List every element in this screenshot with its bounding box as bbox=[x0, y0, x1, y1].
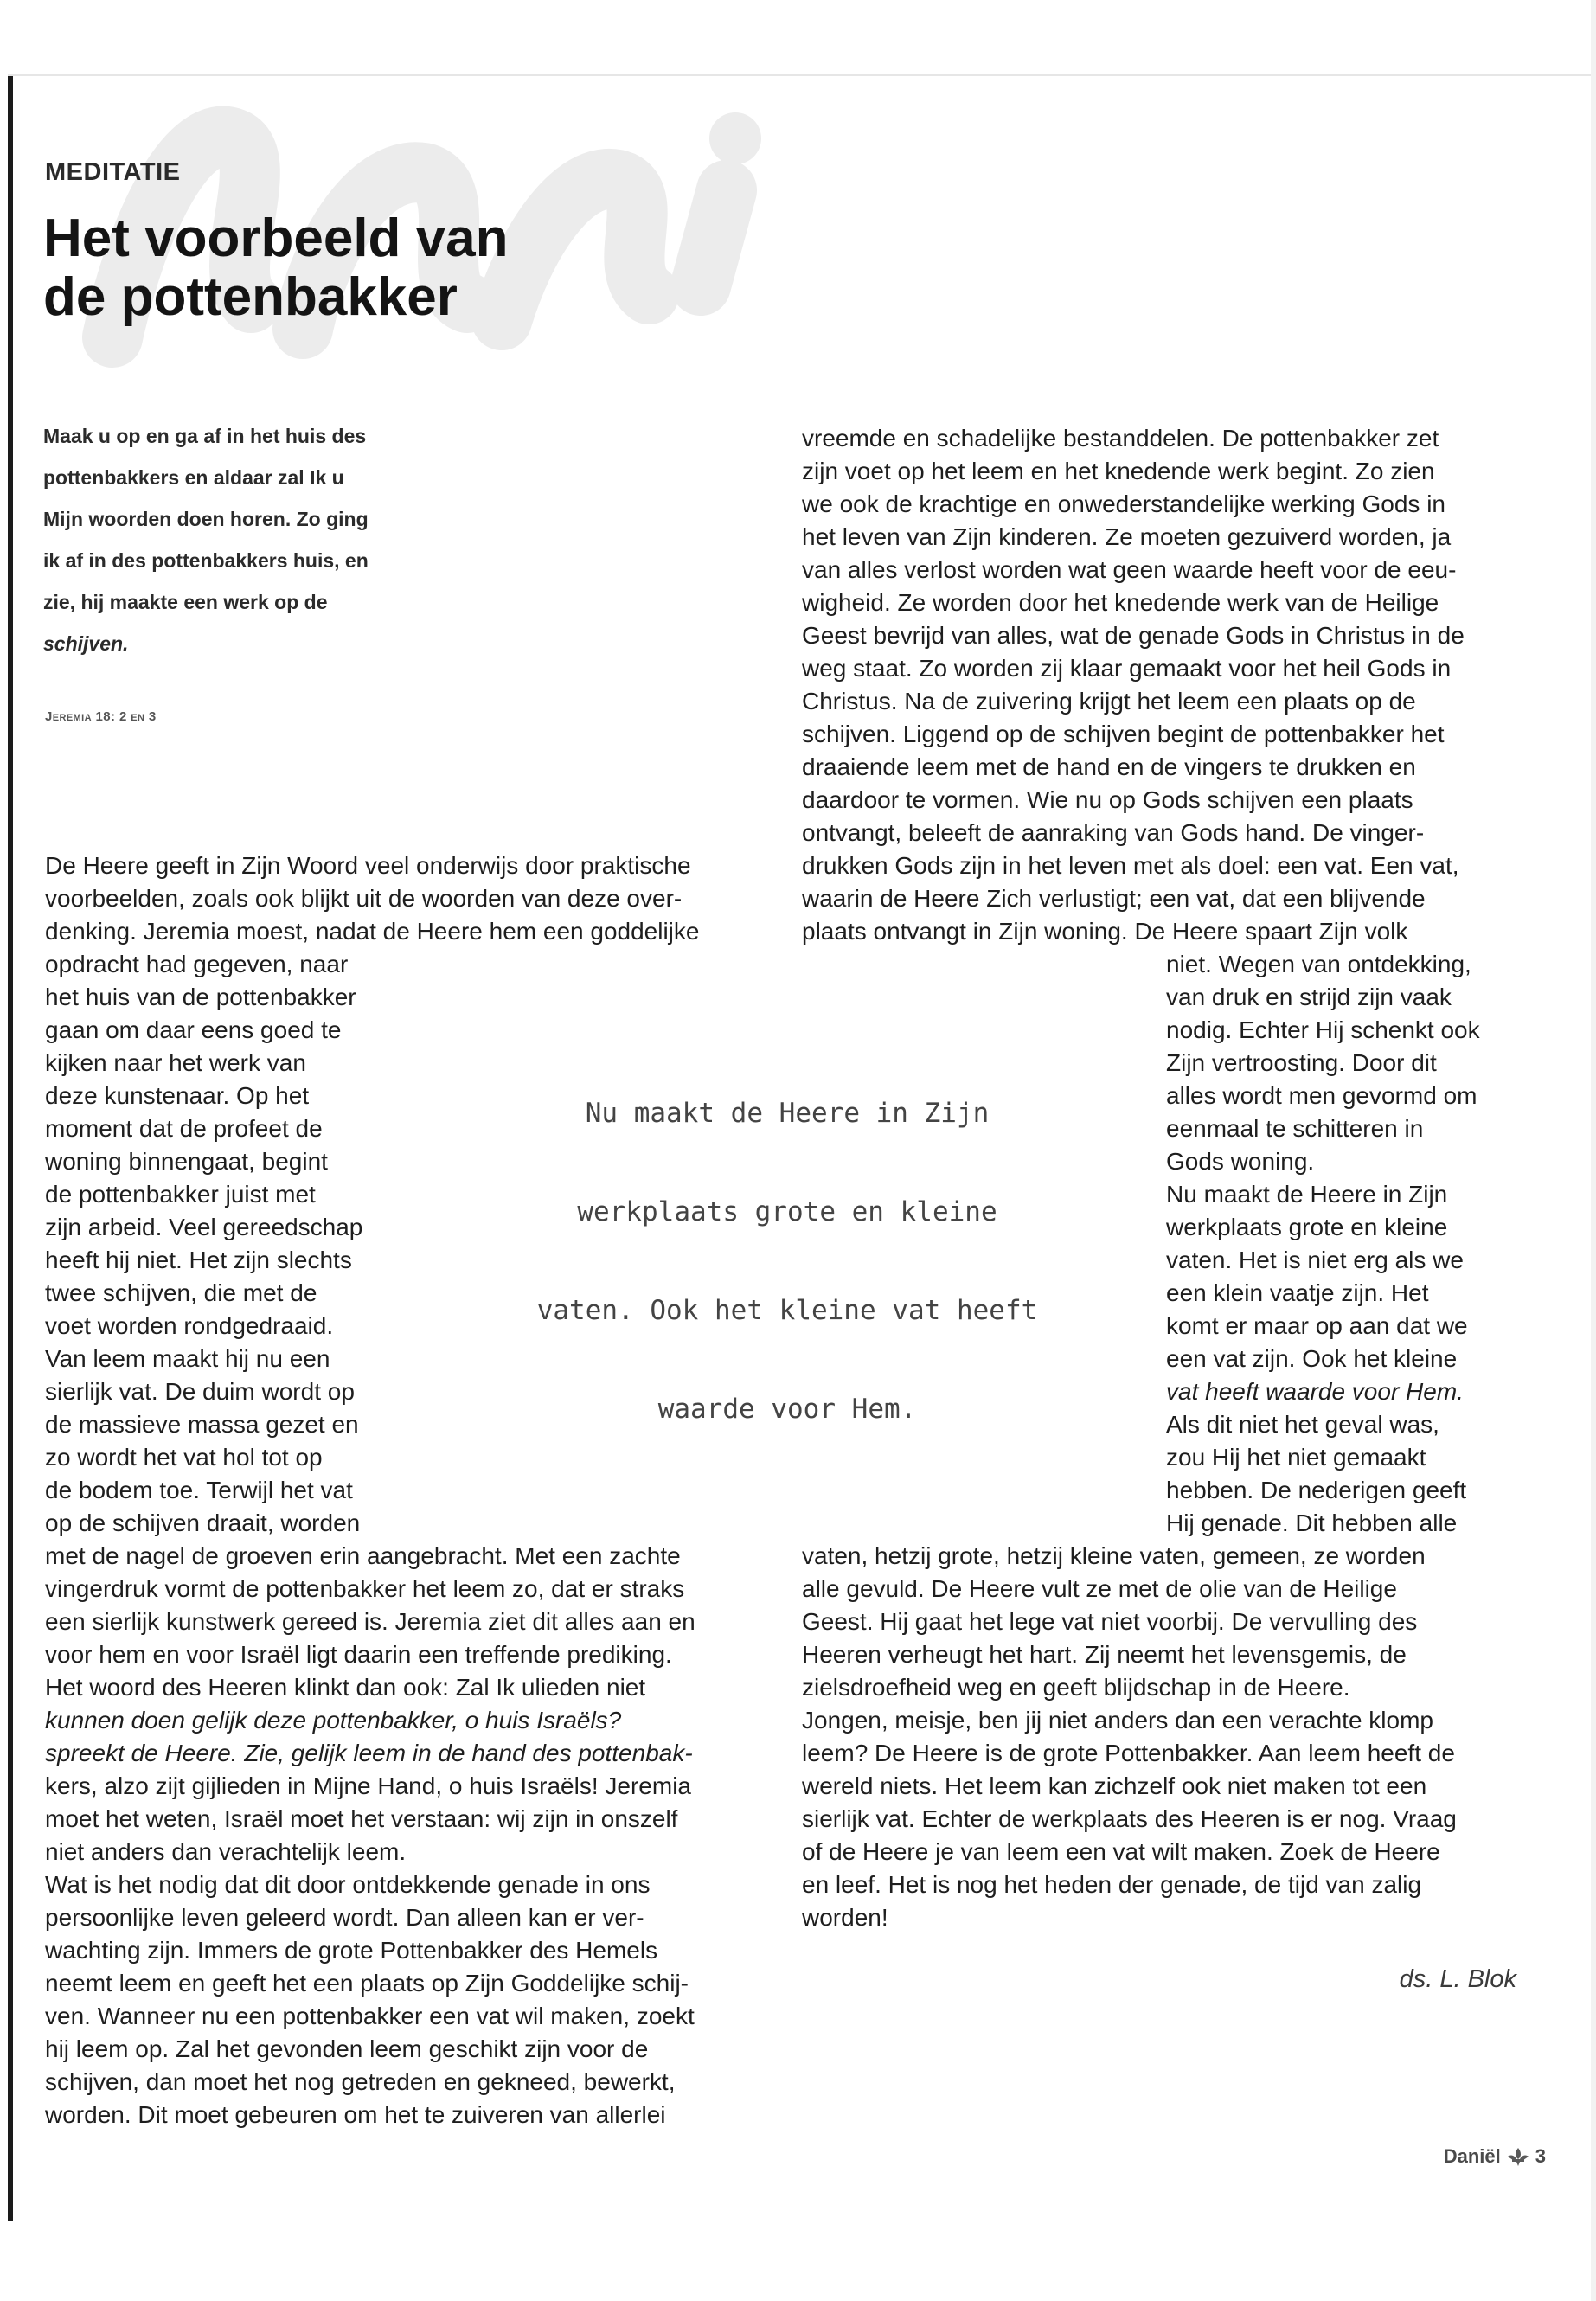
body-line: of de Heere je van leem een vat wilt maken. Zoek de Heere bbox=[802, 1838, 1440, 1865]
body-line: en leef. Het is nog het heden der genade, de tijd van zalig bbox=[802, 1871, 1422, 1898]
body-line: wachting zijn. Immers de grote Pottenbakker des Hemels bbox=[45, 1937, 658, 1964]
body-line: sierlijk vat. De duim wordt op bbox=[45, 1378, 355, 1405]
body-line: niet anders dan verachtelijk leem. bbox=[45, 1838, 407, 1865]
quote-line: Maak u op en ga af in het huis des bbox=[43, 425, 367, 447]
quote-line: Mijn woorden doen horen. Zo ging bbox=[43, 508, 369, 530]
body-line: vreemde en schadelijke bestanddelen. De pottenbakker zet bbox=[802, 425, 1439, 452]
body-line: moment dat de profeet de bbox=[45, 1115, 323, 1142]
pull-quote-line: werkplaats grote en kleine bbox=[577, 1196, 997, 1227]
body-line: neemt leem en geeft het een plaats op Zijn Goddelijke schij- bbox=[45, 1970, 689, 1997]
pull-quote bbox=[450, 1064, 1125, 1458]
body-line: hij leem op. Zal het gevonden leem geschikt zijn voor de bbox=[45, 2035, 649, 2062]
quote-line: zie, hij maakte een werk op de bbox=[43, 591, 328, 613]
body-line: Van leem maakt hij nu een bbox=[45, 1345, 330, 1372]
body-line: niet. Wegen van ontdekking, bbox=[1166, 951, 1471, 977]
quote-reference: Jeremia 18: 2 en 3 bbox=[45, 709, 157, 724]
body-line: vat heeft waarde voor Hem. bbox=[1166, 1378, 1464, 1405]
body-line: kers, alzo zijt gijlieden in Mijne Hand, o huis Israëls! Jeremia bbox=[45, 1772, 691, 1799]
body-line: eenmaal te schitteren in bbox=[1166, 1115, 1424, 1142]
body-line: Het woord des Heeren klinkt dan ook: Zal Ik ulieden niet bbox=[45, 1674, 646, 1701]
body-line: Heeren verheugt het hart. Zij neemt het levensgemis, de bbox=[802, 1641, 1407, 1668]
body-line: denking. Jeremia moest, nadat de Heere hem een goddelijke bbox=[45, 918, 700, 945]
body-line: twee schijven, die met de bbox=[45, 1279, 317, 1306]
body-line: vaten, hetzij grote, hetzij kleine vaten, gemeen, ze worden bbox=[802, 1542, 1426, 1569]
body-line: sierlijk vat. Echter de werkplaats des Heeren is er nog. Vraag bbox=[802, 1805, 1457, 1832]
body-line: heeft hij niet. Het zijn slechts bbox=[45, 1247, 352, 1273]
body-line: komt er maar op aan dat we bbox=[1166, 1312, 1468, 1339]
body-line: gaan om daar eens goed te bbox=[45, 1016, 342, 1043]
section-kicker: MEDITATIE bbox=[45, 158, 181, 186]
body-line: vingerdruk vormt de pottenbakker het leem zo, dat er straks bbox=[45, 1575, 685, 1602]
quote-line: schijven. bbox=[43, 632, 129, 655]
title-line-1: Het voorbeeld van bbox=[43, 208, 509, 268]
quote-line: ik af in des pottenbakkers huis, en bbox=[43, 549, 369, 572]
body-line: worden! bbox=[802, 1904, 888, 1931]
body-line: van druk en strijd zijn vaak bbox=[1166, 984, 1452, 1010]
body-line: Als dit niet het geval was, bbox=[1166, 1411, 1439, 1438]
body-line: voor hem en voor Israël ligt daarin een treffende prediking. bbox=[45, 1641, 672, 1668]
pull-quote-line: vaten. Ook het kleine vat heeft bbox=[536, 1295, 1038, 1326]
body-line: kijken naar het werk van bbox=[45, 1049, 306, 1076]
page-title bbox=[43, 209, 735, 327]
body-line: weg staat. Zo worden zij klaar gemaakt voor het heil Gods in bbox=[802, 655, 1452, 682]
body-line: zo wordt het vat hol tot op bbox=[45, 1444, 323, 1471]
body-line: hebben. De nederigen geeft bbox=[1166, 1477, 1467, 1503]
page-number: 3 bbox=[1535, 2145, 1546, 2167]
body-line: Gods woning. bbox=[1166, 1148, 1315, 1175]
body-line: Zijn vertroosting. Door dit bbox=[1166, 1049, 1437, 1076]
body-line: zijn voet op het leem en het knedende werk begint. Zo zien bbox=[802, 458, 1435, 484]
pull-quote-line: Nu maakt de Heere in Zijn bbox=[585, 1098, 990, 1129]
body-line: deze kunstenaar. Op het bbox=[45, 1082, 310, 1109]
quote-line: pottenbakkers en aldaar zal Ik u bbox=[43, 466, 344, 489]
body-line: de massieve massa gezet en bbox=[45, 1411, 359, 1438]
body-line: vaten. Het is niet erg als we bbox=[1166, 1247, 1464, 1273]
body-line: Geest bevrijd van alles, wat de genade Gods in Christus in de bbox=[802, 622, 1465, 649]
body-line: Wat is het nodig dat dit door ontdekkende genade in ons bbox=[45, 1871, 651, 1898]
fleur-de-lis-icon bbox=[1506, 2146, 1530, 2167]
body-line: moet het weten, Israël moet het verstaan: wij zijn in onszelf bbox=[45, 1805, 678, 1832]
body-line: zou Hij het niet gemaakt bbox=[1166, 1444, 1426, 1471]
author-signature: ds. L. Blok bbox=[1399, 1965, 1516, 1993]
page-margin-bar bbox=[8, 76, 13, 2221]
body-line: opdracht had gegeven, naar bbox=[45, 951, 349, 977]
body-line: ven. Wanneer nu een pottenbakker een vat wil maken, zoekt bbox=[45, 2003, 695, 2029]
body-line: Geest. Hij gaat het lege vat niet voorbij. De vervulling des bbox=[802, 1608, 1418, 1635]
title-line-2: de pottenbakker bbox=[43, 267, 458, 327]
body-line: een vat zijn. Ook het kleine bbox=[1166, 1345, 1458, 1372]
body-line: leem? De Heere is de grote Pottenbakker. Aan leem heeft de bbox=[802, 1740, 1455, 1766]
body-line: wigheid. Ze worden door het knedende werk van de Heilige bbox=[802, 589, 1439, 616]
body-line: zielsdroefheid weg en geeft blijdschap in de Heere. bbox=[802, 1674, 1350, 1701]
body-line: schijven. Liggend op de schijven begint de pottenbakker het bbox=[802, 721, 1445, 747]
body-line: daardoor te vormen. Wie nu op Gods schijven een plaats bbox=[802, 786, 1413, 813]
body-line: voorbeelden, zoals ook blijkt uit de woorden van deze over- bbox=[45, 885, 683, 912]
body-line: Hij genade. Dit hebben alle bbox=[1166, 1509, 1458, 1536]
page-footer bbox=[1444, 2145, 1546, 2168]
body-line: de bodem toe. Terwijl het vat bbox=[45, 1477, 353, 1503]
body-line: Jongen, meisje, ben jij niet anders dan een verachte klomp bbox=[802, 1707, 1433, 1734]
body-line: drukken Gods zijn in het leven met als doel: een vat. Een vat, bbox=[802, 852, 1459, 879]
scripture-quote bbox=[43, 415, 407, 664]
body-line: worden. Dit moet gebeuren om het te zuiveren van allerlei bbox=[45, 2101, 666, 2128]
body-line: nodig. Echter Hij schenkt ook bbox=[1166, 1016, 1480, 1043]
body-line: voet worden rondgedraaid. bbox=[45, 1312, 334, 1339]
body-line: het huis van de pottenbakker bbox=[45, 984, 356, 1010]
pull-quote-line: waarde voor Hem. bbox=[657, 1394, 917, 1425]
body-line: een sierlijk kunstwerk gereed is. Jeremia ziet dit alles aan en bbox=[45, 1608, 695, 1635]
body-line: wereld niets. Het leem kan zichzelf ook niet maken tot een bbox=[802, 1772, 1427, 1799]
body-line: zijn arbeid. Veel gereedschap bbox=[45, 1214, 363, 1240]
body-line: woning binnengaat, begint bbox=[45, 1148, 328, 1175]
body-line: De Heere geeft in Zijn Woord veel onderwijs door praktische bbox=[45, 852, 691, 879]
body-line: met de nagel de groeven erin aangebracht. Met een zachte bbox=[45, 1542, 681, 1569]
body-line: waarin de Heere Zich verlustigt; een vat, dat een blijvende bbox=[802, 885, 1426, 912]
body-line: schijven, dan moet het nog getreden en gekneed, bewerkt, bbox=[45, 2068, 676, 2095]
body-line: persoonlijke leven geleerd wordt. Dan alleen kan er ver- bbox=[45, 1904, 644, 1931]
body-line: van alles verlost worden wat geen waarde heeft voor de eeu- bbox=[802, 556, 1457, 583]
body-line: op de schijven draait, worden bbox=[45, 1509, 361, 1536]
body-line: alles wordt men gevormd om bbox=[1166, 1082, 1477, 1109]
body-line: een klein vaatje zijn. Het bbox=[1166, 1279, 1429, 1306]
body-line: de pottenbakker juist met bbox=[45, 1181, 316, 1208]
body-line: alle gevuld. De Heere vult ze met de olie van de Heilige bbox=[802, 1575, 1397, 1602]
body-line: Christus. Na de zuivering krijgt het leem een plaats op de bbox=[802, 688, 1416, 715]
body-line: kunnen doen gelijk deze pottenbakker, o huis Israëls? bbox=[45, 1707, 622, 1734]
body-line: we ook de krachtige en onwederstandelijke werking Gods in bbox=[802, 490, 1445, 517]
magazine-name: Daniël bbox=[1443, 2145, 1501, 2167]
scan-right-edge bbox=[1591, 0, 1596, 2301]
body-line: werkplaats grote en kleine bbox=[1166, 1214, 1448, 1240]
body-line: Nu maakt de Heere in Zijn bbox=[1166, 1181, 1448, 1208]
body-line: plaats ontvangt in Zijn woning. De Heere spaart Zijn volk bbox=[802, 918, 1408, 945]
body-line: spreekt de Heere. Zie, gelijk leem in de hand des pottenbak- bbox=[45, 1740, 693, 1766]
body-line: het leven van Zijn kinderen. Ze moeten gezuiverd worden, ja bbox=[802, 523, 1452, 550]
body-line: ontvangt, beleeft de aanraking van Gods hand. De vinger- bbox=[802, 819, 1425, 846]
body-line: draaiende leem met de hand en de vingers te drukken en bbox=[802, 753, 1416, 780]
